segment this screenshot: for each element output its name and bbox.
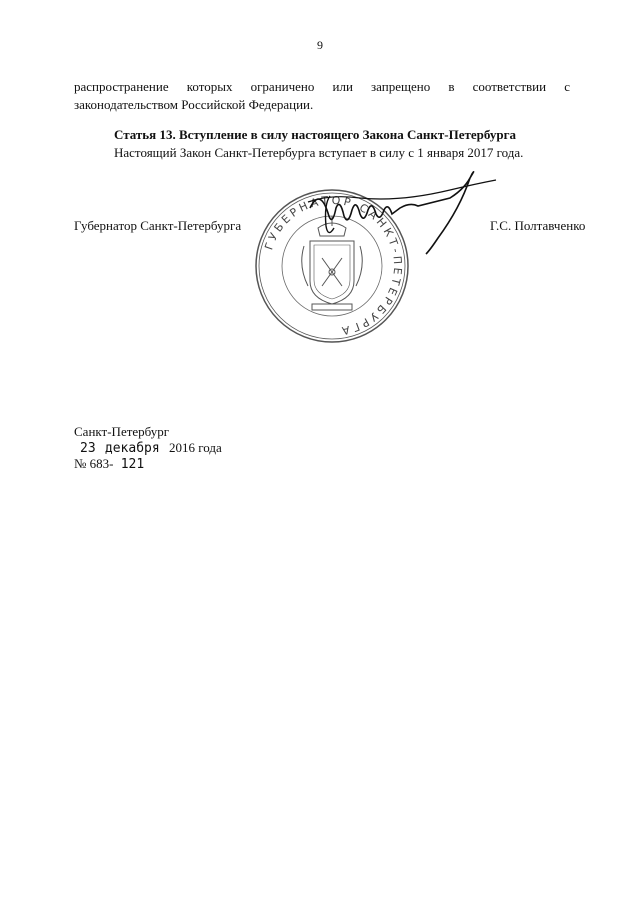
page-number: 9 xyxy=(317,38,323,52)
number-prefix: № 683- xyxy=(74,456,114,471)
footer-city: Санкт-Петербург xyxy=(74,424,170,439)
article-text: Настоящий Закон Санкт-Петербурга вступает в силу с 1 января 2017 года. xyxy=(114,145,524,160)
date-year: 2016 года xyxy=(168,440,222,455)
footer-number xyxy=(74,456,144,473)
governor-name: Г.С. Полтавченко xyxy=(490,218,586,233)
paragraph-continuation: распространение которых ограничено или запрещено в соответствии с законодательством Российской Федерации. xyxy=(74,79,570,112)
number-value: 121 xyxy=(120,457,145,472)
date-month: декабря xyxy=(104,441,160,456)
signature-image xyxy=(300,168,500,258)
seal-text: ГУБЕРНАТОР САНКТ-ПЕТЕРБУРГА xyxy=(262,193,405,338)
governor-title: Губернатор Санкт-Петербурга xyxy=(74,218,242,233)
date-day: 23 xyxy=(80,441,96,456)
article-title: Статья 13. Вступление в силу настоящего Закона Санкт-Петербурга xyxy=(114,127,516,142)
footer-date xyxy=(74,440,222,457)
